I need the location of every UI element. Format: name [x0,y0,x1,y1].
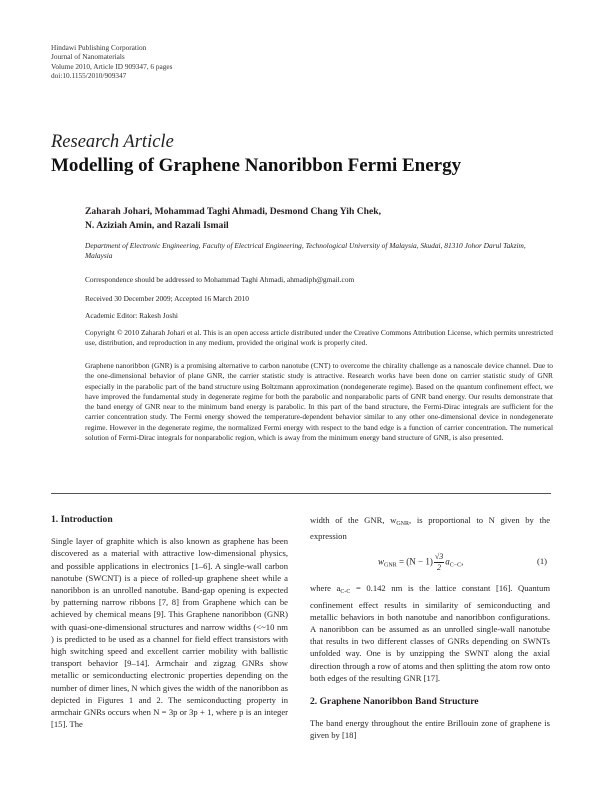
copyright-notice: Copyright © 2010 Zaharah Johari et al. This is an open access article distributed under the Creative Commons Attribution License, which permits unrestricted use, distribution, and reproduction in any medium, provided the original work is properly cited. [85,328,553,348]
journal-name: Journal of Nanomaterials [51,52,125,62]
equation-expression: $w_{GNR} = (N - 1)$ $\frac{√3}{2}$ $a_{C-C}$, [378,552,464,573]
equation-1 [310,546,550,576]
left-column [51,514,288,730]
equation-number: (1) [536,556,547,567]
authors-line-1: Zaharah Johari, Mohammad Taghi Ahmadi, Desmond Chang Yih Chek, [85,206,381,217]
introduction-body: Single layer of graphite which is also known as graphene has been discovered as a material with attractive low-dimensional physics, and possible applications in electronics [1–6]. A single-wall carbon nanotube (SWCNT) is a piece of rolled-up graphene sheet while a nanoribbon is an unrolled nanotube. Band-gap opening is expected by patterning narrow ribbons [7, 8] from Graphene which can be achieved by chemical means [9]. This Graphene nanoribbon (GNR) with quasi-one-dimensional structures and narrow widths (<~10 nm ) is predicted to be used as a channel for field effect transistors with high switching speed and excellent carrier mobility with ballistic transport behavior [9–14]. Armchair and zigzag GNRs show metallic or semiconducting electronic properties depending on the number of dimer lines, N which gives the width of the nanoribbon as depicted in Figures 1 and 2. The semiconducting property in armchair GNRs occurs when N = 3p or 3p + 1, where p is an integer [15]. The [51,536,288,730]
abstract: Graphene nanoribbon (GNR) is a promising alternative to carbon nanotube (CNT) to overcome the chirality challenge as a nanoscale device channel. Due to the one-dimensional behavior of plane GNR, the carrier statistic study is attractive. Research works have been done on carrier statistic study of GNR especially in the parabolic part of the band structure using Boltzmann approximation (nondegenerate regime). Based on the quantum confinement effect, we have improved the fundamental study in degenerate regime for both the parabolic and nonparabolic parts of GNR band energy. Our results demonstrate that the band energy of GNR near to the minimum band energy is parabolic. In this part of the band structure, the Fermi-Dirac integrals are sufficient for the carrier concentration study. The Fermi energy showed the temperature-dependent behavior similar to any other one-dimensional device in nondegenerate regime. However in the degenerate regime, the normalized Fermi energy with respect to the band edge is a function of carrier concentration. The numerical solution of Fermi-Dirac integrals for nonparabolic region, which is away from the minimum energy band structure of GNR, is also presented. [85,361,553,442]
band-structure-heading: 2. Graphene Nanoribbon Band Structure [310,696,479,708]
band-structure-body: The band energy throughout the entire Brillouin zone of graphene is given by [18] [310,718,550,741]
paper-title: Modelling of Graphene Nanoribbon Fermi Energy [51,155,462,176]
journal-header [51,43,172,80]
right-column [310,514,550,742]
article-type: Research Article [51,132,174,152]
authors-line-2: N. Aziziah Amin, and Razali Ismail [85,219,229,231]
section-divider [51,493,551,494]
volume-info: Volume 2010, Article ID 909347, 6 pages [51,61,173,71]
sqrt3-over-2-fraction: $\frac{√3}{2}$ [434,552,444,573]
affiliation: Department of Electronic Engineering, Faculty of Electrical Engineering, Technological University of Malaysia, Skudai, 81310 Johor Darul Takzim, Malaysia [85,241,526,261]
doi: doi:10.1155/2010/909347 [51,70,127,80]
introduction-heading: 1. Introduction [51,514,113,525]
academic-editor: Academic Editor: Rakesh Joshi [85,311,178,320]
author-list [85,205,555,232]
received-dates: Received 30 December 2009; Accepted 16 March 2010 [85,294,249,303]
width-intro-paragraph: width of the GNR, $w_{GNR}$, is proportional to N given by the expression [310,515,551,542]
publisher-name: Hindawi Publishing Corporation [51,43,147,52]
correspondence: Correspondence should be addressed to Mohammad Taghi Ahmadi, ahmadiph@gmail.com [85,275,355,284]
lattice-paragraph: where $a_{C-C} = 0.142$ nm is the lattice constant [16]. Quantum confinement effect results in similarity of semiconducting and metallic behaviors in both nanotube and nanoribbon configurations. A nanoribbon can be assumed as an unrolled single-wall nanotube that results in two different classes of GNRs depending on SWNTs unfolded way. One is by unzipping the SWNT along the axial direction through a row of atoms and then splitting the atom row onto both edges of the resulting GNR [17]. [310,583,551,683]
